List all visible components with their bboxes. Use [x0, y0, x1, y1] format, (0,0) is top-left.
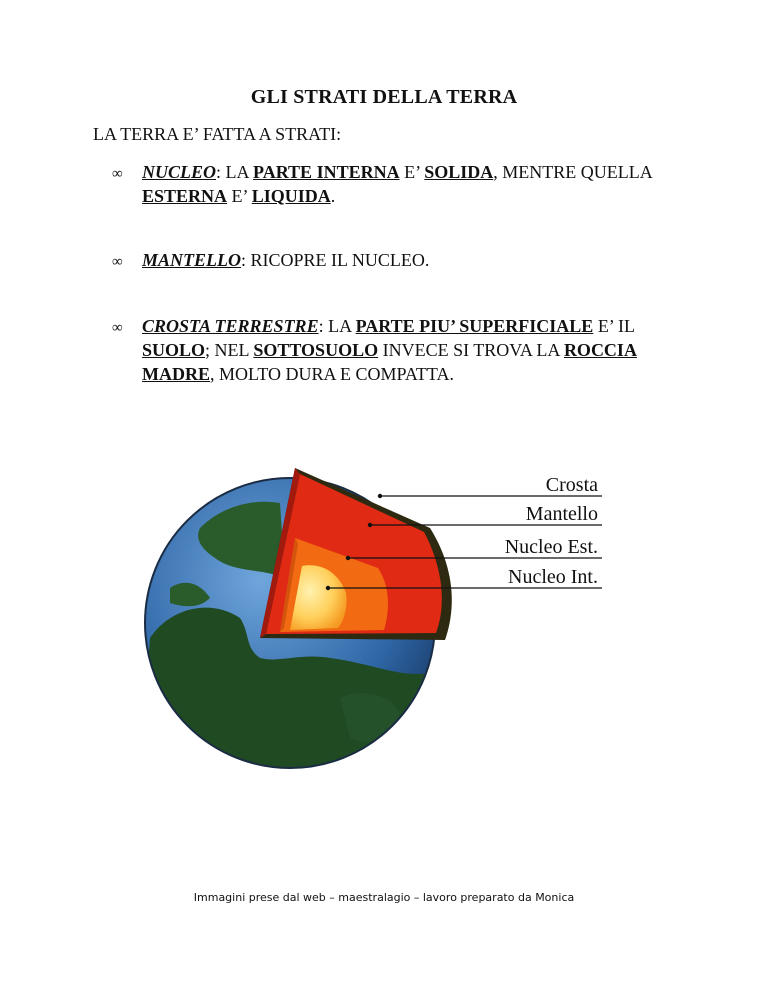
label-crosta: Crosta: [545, 474, 598, 496]
term-sottosuolo: SOTTOSUOLO: [253, 340, 379, 360]
bullet-icon: ∞: [112, 254, 123, 270]
list-item-mantello: ∞ MANTELLO: RICOPRE IL NUCLEO.: [112, 248, 672, 272]
list-item-nucleo: ∞ NUCLEO: LA PARTE INTERNA E’ SOLIDA, MENTRE QUELLA ESTERNA E’ LIQUIDA.: [112, 162, 652, 206]
bullet-icon: ∞: [112, 166, 123, 182]
list-item-crosta: ∞ CROSTA TERRESTRE: LA PARTE PIU’ SUPERFICIALE E’ IL SUOLO; NEL SOTTOSUOLO INVECE SI TROVA LA ROCCIA MADRE, MOLTO DURA E COMPATTA.: [112, 316, 637, 384]
term-mantello: MANTELLO: [142, 250, 241, 270]
term-liquida: LIQUIDA: [251, 186, 331, 206]
term-parte-interna: PARTE INTERNA: [253, 162, 400, 182]
term-roccia-madre: ROCCIA MADRE: [142, 340, 637, 384]
term-esterna: ESTERNA: [142, 186, 228, 206]
label-nucleo-int: Nucleo Int.: [508, 566, 598, 588]
term-suolo: SUOLO: [142, 340, 206, 360]
layers-list: [112, 160, 672, 386]
footer-credits: Immagini prese dal web – maestralagio – lavoro preparato da Monica: [193, 891, 575, 904]
term-crosta-terrestre: CROSTA TERRESTRE: [142, 316, 319, 336]
earth-layers-figure: [140, 458, 620, 778]
label-mantello: Mantello: [525, 503, 598, 525]
bullet-icon: ∞: [112, 320, 123, 336]
term-nucleo: NUCLEO: [142, 162, 217, 182]
intro-text: LA TERRA E’ FATTA A STRATI:: [93, 124, 342, 144]
label-nucleo-est: Nucleo Est.: [504, 536, 598, 558]
term-parte-superficiale: PARTE PIU’ SUPERFICIALE: [355, 316, 594, 336]
page-title: GLI STRATI DELLA TERRA: [250, 86, 518, 108]
term-solida: SOLIDA: [424, 162, 494, 182]
